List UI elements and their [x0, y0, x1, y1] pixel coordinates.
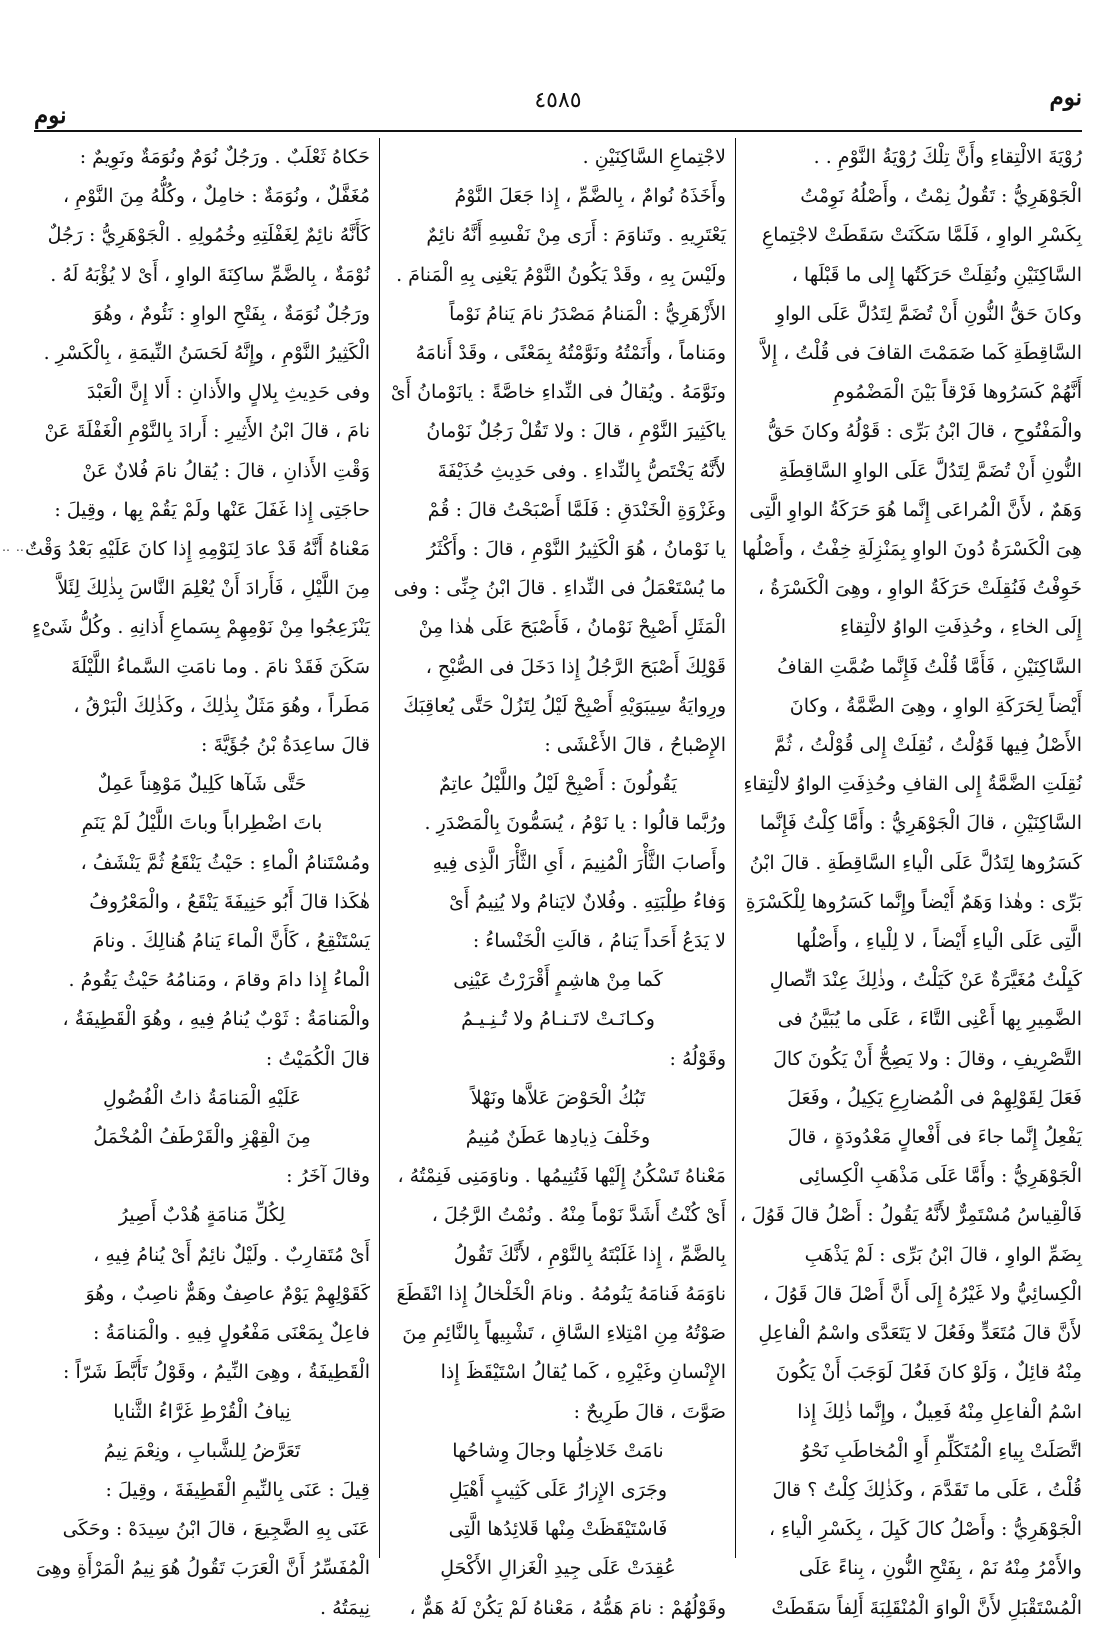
text-line: إِلَى الخاءِ ، وحُذِفَتِ الواوُ لالْتِقاءِ — [840, 616, 1082, 639]
text-line: قالَ الْكُمَيْتُ : — [265, 1047, 370, 1070]
margin-mark: ‥ ‥ — [2, 540, 25, 554]
text-line: كَقَوْلِهِمْ يَوْمٌ عاصِفٌ وهَمٌّ ناصِبٌ ، وهُوَ — [85, 1282, 370, 1305]
text-line: والْمَفْتُوحِ ، قالَ ابْنُ بَرِّى : قَوْلُهُ وكانَ حَقُّ — [767, 420, 1082, 443]
text-line: الْماءُ إِذا دامَ وقامَ ، ومَنامُهُ حَيْثُ يَقُومُ . — [68, 969, 370, 992]
text-line: نُقِلَتِ الضَّمَّةُ إِلى القافِ وحُذِفَتِ الواوُ لالْتِقاءِ — [743, 773, 1082, 796]
text-line: الأَصْلُ فِيها قَوُلْتُ ، نُقِلَتْ إِلى قُوْلْتُ ، ثُمَّ — [774, 734, 1082, 757]
text-line: الإِنْسانِ وغَيْرِهِ ، كَما يُقالُ اسْتَيْقَظَ إِذا — [440, 1361, 726, 1384]
text-line: كَسَرُوها لِتَدُلَّ عَلَى الْياءِ السَّاقِطَةِ . قالَ ابْنُ — [749, 851, 1082, 874]
text-line: الْجَوْهَرِيُّ : وأَصْلُ كالَ كَيِلَ ، بِكَسْرِ الْياءِ ، — [768, 1518, 1082, 1541]
text-line: لِكُلِّ مَنامَةٍ هُدْبٌ أَصِيرُ — [118, 1204, 286, 1227]
text-line: الْمَثَلِ أَصْبِحْ نَوْمانُ ، فَأَصْبَحَ عَلَى هٰذا مِنْ — [418, 616, 726, 639]
text-line: قُلْتُ ، عَلَى ما تَقَدَّمَ ، وكَذٰلِكَ كِلْتُ ؟ قالَ — [772, 1478, 1082, 1501]
text-line: باتَ اضْطِراباً وباتَ اللَّيْلُ لَمْ يَنَمِ — [81, 812, 323, 835]
text-line: يَفْعِلُ إِنَّما جاءَ فى أَفْعالٍ مَعْدُودَةٍ ، قالَ — [787, 1126, 1082, 1149]
text-line: التَّصْرِيفِ ، وقالَ : ولا يَصِحُّ أَنْ يَكُونَ كالَ — [773, 1047, 1082, 1070]
text-line: وقالَ آخَرُ : — [286, 1165, 370, 1188]
text-line: السَّاكِنَيْنِ ، قالَ الْجَوْهَرِيُّ : وأَمَّا كِلْتُ فَإِنَّما — [759, 812, 1082, 835]
text-line: ومَناماً ، وأَنَمْتُهُ ونَوَّمْتُهُ بِمَعْنًى ، وقَدْ أَنامَهُ — [415, 342, 726, 365]
text-line: لا يَدَعُ أَحَداً يَنامُ ، قالَتِ الْخَنْساءُ : — [472, 930, 726, 953]
header-rule — [34, 130, 1082, 132]
text-line: يَعْتَرِيهِ . وتَناوَمَ : أَرَى مِنْ نَفْسِهِ أَنَّهُ نائِمٌ — [426, 224, 726, 247]
text-line: الَّتِى عَلَى الْياءِ أَيْضاً ، لا لِلْياءِ ، وأَصْلُها — [796, 930, 1082, 953]
page-header — [34, 78, 1082, 128]
text-line: السَّاكِنَيْنِ ، فَأَمَّا قُلْتُ فَإِنَّما ضُمَّتِ القافُ — [777, 655, 1082, 678]
text-line: مِنَ اللَّيْلِ ، فَأَرادَ أَنْ يُعْلِمَ النَّاسَ بِذٰلِكَ لِئَلاَّ — [57, 577, 370, 600]
text-line: هِىَ الْكَسْرَةُ دُونَ الواوِ بِمَنْزِلَةِ خِفْتُ ، وأَصْلُها — [741, 538, 1082, 561]
text-line: السَّاكِنَيْنِ ونُقِلَتْ حَرَكَتُها إِلى ما قَبْلَها ، — [791, 263, 1082, 286]
text-line: وأَصابَ الثَّأْرَ الْمُنِيمَ ، أَىِ الثَّأْرَ الَّذِى فِيهِ — [432, 851, 726, 874]
text-line: ناوَمَهُ فَنامَهُ يَنُومُهُ . ونامَ الْخَلْخالُ إِذا انْقَطَعَ — [396, 1282, 726, 1305]
text-line: اتَّصَلَتْ بِياءِ الْمُتَكَلِّمِ أَوِ الْمُخاطَبِ نَحْوُ — [801, 1439, 1082, 1462]
running-headword-right: نوم — [1049, 84, 1082, 111]
text-line: صَوْتُهُ مِنِ امْتِلاءِ السَّاقِ ، تَشْبِيهاً بِالنَّائِمِ مِنَ — [402, 1322, 726, 1345]
text-line: فَعَلَ لِقَوْلِهِمْ فى الْمُضارِعِ يَكِيلُ ، وفَعَلَ — [787, 1086, 1082, 1109]
text-line: وأَخَذَهُ نُوامٌ ، بِالضَّمِّ ، إِذا جَعَلَ النَّوْمُ — [454, 185, 726, 208]
text-line: بِكَسْرِ الواوِ ، فَلَمَّا سَكَنَتْ سَقَطَتْ لاجْتِماعِ — [761, 224, 1082, 247]
text-line: الْمُسْتَقْبَلِ لأَنَّ الْواوَ الْمُنْقَلِبَةَ أَلِفاً سَقَطَتْ — [771, 1596, 1082, 1619]
text-line: أَيْضاً لِحَرَكَةِ الواوِ ، وهِىَ الضَّمَّةُ ، وكانَ — [789, 694, 1082, 717]
text-line: وخَلْفَ ذِيادِها عَطَنٌ مُنِيمُ — [465, 1126, 651, 1149]
text-line: مَعْناهُ تَسْكُنُ إِلَيْها فَتُنِيمُها . وناوَمَنِى فَنِمْتُهُ ، — [397, 1165, 726, 1188]
text-line: الْكِسائِيُّ ولا غَيْرُهُ إِلَى أَنَّ أَصْلَ قالَ قَوُلَ ، — [762, 1282, 1082, 1305]
text-line: يا نَوْمانُ ، هُوَ الْكَثِيرُ النَّوْمِ ، قالَ : وأَكْثَرُ — [426, 538, 726, 561]
text-line: أَنَّهُمْ كَسَرُوها فَرْقاً بَيْنَ الْمَضْمُومِ — [833, 381, 1082, 404]
text-line: ما يُسْتَعْمَلُ فى النِّداءِ . قالَ ابْنُ جِنِّى : وفى — [393, 577, 726, 600]
text-line: النُّونِ أَنْ تُضَمَّ لِتَدُلَّ عَلَى الواوِ السَّاقِطَةِ — [778, 459, 1082, 482]
text-line: فَالْقِياسُ مُسْتَمِرٌّ لأَنَّهُ يَقُولُ : أَصْلُ قالَ قَوُلَ ، — [739, 1204, 1082, 1227]
text-line: الْمُفَسِّرُ أَنَّ الْعَرَبَ تَقُولُ هُوَ نِيمُ الْمَرْأَةِ وهِىَ — [35, 1557, 370, 1580]
text-columns — [25, 138, 1082, 1619]
text-line: وكانَ حَقُّ النُّونِ أَنْ تُضَمَّ لِتَدُلَّ عَلَى الواوِ — [775, 302, 1082, 325]
running-headword-left: نوم — [34, 102, 67, 129]
text-line: ورُبَّما قالُوا : يا نَوْمُ ، يُسَمُّونَ بِالْمَصْدَرِ . — [424, 812, 726, 835]
text-line: رُوْيَةَ الالْتِقاءِ وأَنَّ تِلْكَ رُوْيَةُ النَّوْمِ . . — [813, 146, 1082, 168]
text-line: نامَتْ خَلاخِلُها وجالَ وِشاحُها — [452, 1439, 664, 1462]
text-line: صَوَّتَ ، قالَ طَرِيحٌ : — [573, 1400, 726, 1423]
text-line: تَبُكُ الْحَوْضَ عَلاَّها ونَهْلاً — [470, 1086, 646, 1109]
text-line: اسْمُ الْفاعِلِ مِنْهُ فَعِيلٌ ، وإِنَّما ذٰلِكَ إِذا — [797, 1400, 1082, 1423]
text-line: مَطَراً ، وهُوَ مَثَلٌ بِذٰلِكَ ، وكَذٰلِكَ الْبَرْقُ ، — [73, 694, 370, 717]
text-line: عُقِدَتْ عَلَى جِيدِ الْغَزالِ الأَكْحَلِ — [440, 1557, 676, 1580]
text-line: هٰكَذا قالَ أَبُو حَنِيفَةَ يَنْقَعُ ، والْمَعْرُوفُ — [89, 890, 370, 913]
text-line: الضَّمِيرِ بِها أَعْنِى التَّاءَ ، عَلَى ما يُبَيَّنُ فى — [777, 1008, 1082, 1031]
text-line: عَنَى بِهِ الضَّجِيعَ ، قالَ ابْنُ سِيدَهْ : وحَكَى — [62, 1518, 370, 1541]
text-line: السَّاقِطَةِ كَما ضَمَمْتَ القافَ فى قُلْتُ ، إِلاَّ — [761, 342, 1082, 365]
text-line: قالَ ساعِدَةُ بْنُ جُؤَيَّةَ : — [201, 734, 370, 757]
text-line: وَقْتِ الأَذانِ ، قالَ : يُقالُ نامَ فُلانٌ عَنْ — [82, 459, 370, 482]
page-number: ٤٥٨٥ — [534, 88, 582, 113]
text-line: الْقَطِيفَةُ ، وهِىَ النِّيمُ ، وقَوْلُ تَأَبَّطَ شَرّاً : — [63, 1361, 370, 1384]
text-line: بِضَمِّ الواوِ ، قالَ ابْنُ بَرِّى : لَمْ يَذْهَبِ — [804, 1243, 1082, 1266]
text-line: مِنَ الْقِهْزِ والْقَرْطَفُ الْمُخْمَلُ — [93, 1126, 311, 1149]
text-line: بِالضَّمِّ ، إِذا غَلَبْتَهُ بِالنَّوْمِ ، لأَنَّكَ تَقُولُ — [453, 1243, 726, 1266]
text-line: وفى حَدِيثِ بِلالٍ والأَذانِ : أَلا إِنَّ الْعَبْدَ — [86, 381, 370, 404]
text-line: حَتَّى شَآها كَلِيلٌ مَوْهِناً عَمِلٌ — [97, 773, 307, 796]
text-line: مِنْهُ قائِلٌ ، وَلَوْ كانَ فَعُلَ لَوَجَبَ أَنْ يَكُونَ — [775, 1361, 1082, 1384]
text-line: كَيِلْتُ مُغَيَّرَةٌ عَنْ كَيَلْتُ ، وذٰلِكَ عِنْدَ اتِّصالِ — [769, 969, 1082, 992]
text-line: ومُسْتَنامُ الْماءِ : حَيْثُ يَنْقَعُ ثُمَّ يَنْشَفُ ، — [80, 851, 370, 874]
column-middle — [390, 138, 726, 1619]
text-line: لأَنَّهُ يَخْتَصُّ بِالنِّداءِ . وفى حَدِيثِ حُذَيْفَةَ — [437, 459, 726, 482]
text-line: وَفاءُ طِلْبَتِهِ . وفُلانٌ لايَنامُ ولا يُنِيمُ أَىْ — [449, 890, 726, 913]
text-line: أَىْ مُتَقارِبٌ . ولَيْلٌ نائِمٌ أَىْ يُنامُ فِيهِ ، — [93, 1243, 370, 1266]
text-line: ورَجُلٌ نُوَمَةٌ ، بِفَتْحِ الواوِ : نَئُومٌ ، وهُوَ — [93, 302, 370, 325]
text-line: يَقُولُونَ : أَصْبِحْ لَيْلُ واللَّيْلُ عاتِمٌ — [439, 773, 677, 796]
text-line: نِيافُ الْقُرْطِ غَرَّاءُ الثَّنايا — [113, 1400, 291, 1423]
text-line: نامَ ، قالَ ابْنُ الأَثِيرِ : أَرادَ بِالنَّوْمِ الْغَفْلَةَ عَنْ — [44, 420, 370, 443]
text-line: فاعِلٌ بِمَعْنَى مَفْعُولٍ فِيهِ . والْمَنامَةُ : — [93, 1322, 370, 1345]
column-right — [739, 138, 1082, 1619]
text-line: يَسْتَنْقِعُ ، كَأَنَّ الْماءَ يَنامُ هُنالِكَ . ونامَ — [92, 930, 370, 953]
text-line: الْجَوْهَرِيُّ : وأَمَّا عَلَى مَذْهَبِ الْكِسائِى — [798, 1165, 1082, 1188]
text-line: مَعْناهُ أَنَّهُ قَدْ عادَ لِنَوْمِهِ إِذا كانَ عَلَيْهِ بَعْدُ وَقْتٌ — [25, 538, 370, 561]
text-line: الأَزْهَرِيُّ : الْمَنامُ مَصْدَرُ نامَ يَنامُ نَوْماً — [449, 302, 726, 325]
text-line: لأَنَّ قالَ مُتَعَدٍّ وفَعُلَ لا يَتَعَدَّى واسْمُ الْفاعِلِ — [758, 1322, 1082, 1345]
text-line: والأَمْرُ مِنْهُ نَمْ ، بِفَتْحِ النُّونِ ، بِناءً عَلَى — [798, 1557, 1082, 1580]
text-line: وغَزْوَةِ الْخَنْدَقِ : فَلَمَّا أَصْبَحْتُ قالَ : قُمْ — [427, 498, 726, 521]
text-line: قَوْلِكَ أَصْبَحَ الرَّجُلُ إِذا دَخَلَ فى الصُّبْحِ ، — [425, 655, 726, 678]
text-line: حاجَتِى إِذا غَفَلَ عَنْها ولَمْ يَقُمْ بِها ، وقِيلَ : — [54, 498, 370, 521]
text-line: تَعَرَّضُ لِلشَّبابِ ، ونِعْمَ نِيمُ — [103, 1439, 301, 1462]
text-line: ورِوايَةُ سِيبَوَيْهِ أَصْبِحْ لَيْلُ لِتَزُلْ حَتَّى يُعاقِبَكَ — [403, 694, 726, 717]
text-line: ولَيْسَ بِهِ ، وقَدْ يَكُونُ النَّوْمُ يَعْنِى بِهِ الْمَنامَ . — [396, 263, 726, 286]
text-line: وكـانَـتْ لاتَـنـامُ ولا تُـنِـيـمُ — [461, 1008, 655, 1031]
text-line: خَوِفْتُ فَنُقِلَتْ حَرَكَةُ الواوِ ، وهِىَ الْكَسْرَةُ ، — [758, 577, 1082, 600]
text-line: قِيلَ : عَنَى بِالنِّيمِ الْقَطِيفَةَ ، وقِيلَ : — [105, 1478, 370, 1501]
text-line: الْجَوْهَرِيُّ : تَقُولُ نِمْتُ ، وأَصْلُهُ نَوِمْتُ — [800, 185, 1082, 208]
text-line: لاجْتِماعِ السَّاكِنَيْنِ . — [582, 146, 726, 168]
text-line: سَكَنَ فَقَدْ نامَ . وما نامَتِ السَّماءُ اللَّيْلَةَ — [70, 655, 370, 678]
text-line: حَكاهُ ثَعْلَبٌ . ورَجُلٌ نُوَمٌ ونُوَمَةٌ ونَوِيمٌ : — [79, 146, 370, 168]
text-line: الْكَثِيرُ النَّوْمِ ، وإِنَّهُ لَحَسَنُ النِّيمَةِ ، بِالْكَسْرِ . — [43, 342, 370, 365]
text-line: وجَرَى الإِزارُ عَلَى كَثِيبٍ أَهْيَلِ — [448, 1478, 668, 1501]
text-line: فَاسْتَيْقَظَتْ مِنْها قَلائِدُها الَّتِى — [448, 1518, 668, 1541]
text-line: كَأَنَّهُ نائِمٌ لِغَفْلَتِهِ وخُمُولِهِ . الْجَوْهَرِيُّ : رَجُلٌ — [47, 224, 370, 247]
text-line: وَهَمٌ ، لأَنَّ الْمُراعَى إِنَّما هُوَ حَرَكَةُ الواوِ الَّتِى — [749, 498, 1082, 521]
text-line: وقَوْلُهُ : — [669, 1047, 726, 1070]
text-line: بَرِّى : وهٰذا وَهَمٌ أَيْضاً وإِنَّما كَسَرُوها لِلْكَسْرَةِ — [745, 890, 1082, 913]
text-line: نِيمَتُهُ . — [319, 1596, 370, 1619]
text-line: والْمَنامَةُ : ثَوْبٌ يُنامُ فِيهِ ، وهُوَ الْقَطِيفَةُ ، — [62, 1008, 370, 1031]
column-divider — [379, 138, 380, 1558]
column-left — [25, 138, 370, 1619]
text-line: يَنْزَعِجُوا مِنْ نَوْمِهِمْ بِسَماعِ أَذانِهِ . وكُلُّ شَىْءٍ — [32, 616, 370, 639]
text-line: الإِصْباحُ ، قالَ الأَعْشَى : — [544, 734, 726, 757]
text-line: عَلَيْهِ الْمَنامَةُ ذاتُ الْفُضُولِ — [102, 1086, 301, 1109]
text-line: مُغَفَّلٌ ، ونُوَمَةٌ : خامِلٌ ، وكُلُّهُ مِنَ النَّوْمِ ، — [63, 185, 370, 208]
text-line: أَىْ كُنْتُ أَشَدَّ نَوْماً مِنْهُ . ونُمْتُ الرَّجُلَ ، — [431, 1204, 726, 1227]
text-line: كَما مِنْ هاشِمٍ أَقْرَرْتُ عَيْنِى — [453, 969, 663, 992]
text-line: ونَوَّمَهُ . ويُقالُ فى النِّداءِ خاصَّةً : يانَوْمانُ أَىْ — [390, 381, 726, 404]
text-line: نُوْمَةٌ ، بِالضَّمِّ ساكِنَةَ الواوِ ، أَىْ لا يُؤْبَهُ لَهُ . — [50, 263, 370, 286]
text-line: ياكَثِيرَ النَّوْمِ ، قالَ : ولا تَقُلْ رَجُلٌ نَوْمانُ — [426, 420, 726, 443]
column-divider — [735, 138, 736, 1558]
text-line: وقَوْلُهُمْ : نامَ هَمُّهُ ، مَعْناهُ لَمْ يَكُنْ لَهُ هَمٌّ ، — [409, 1596, 726, 1619]
